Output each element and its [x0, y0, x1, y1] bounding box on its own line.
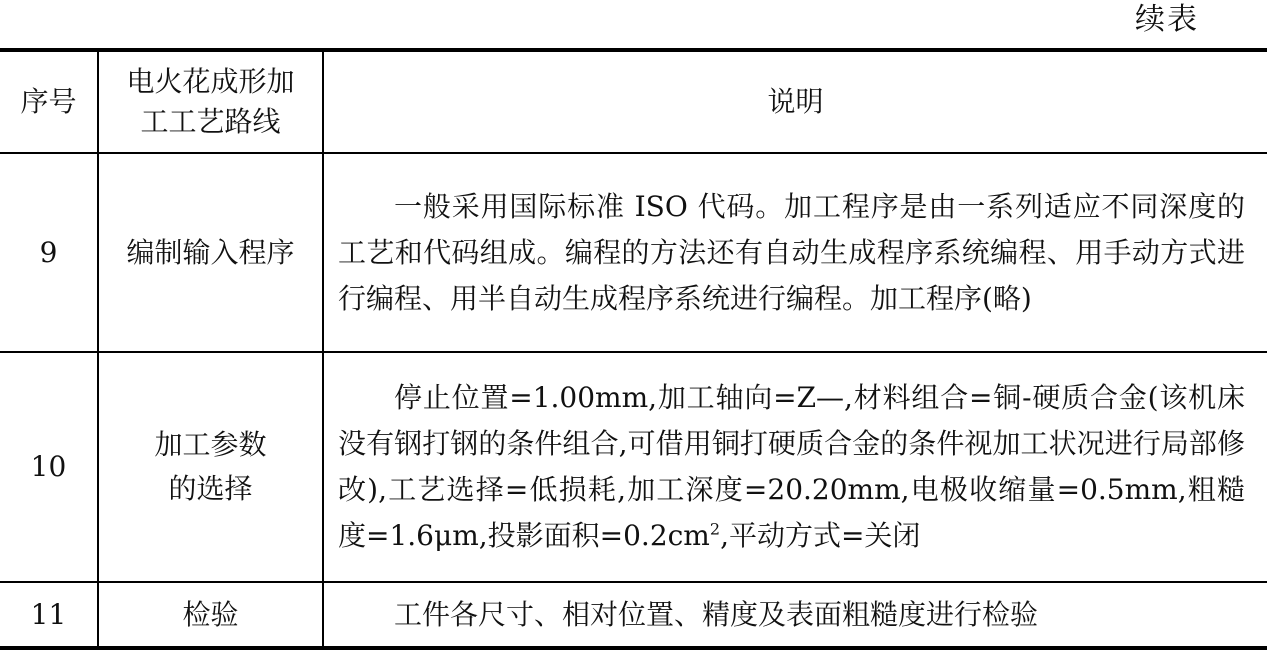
row-no: 11 — [0, 582, 98, 648]
table-caption: 续表 — [1135, 2, 1199, 37]
row-desc — [323, 153, 1267, 352]
process-table — [0, 48, 1267, 650]
row-no: 10 — [0, 352, 98, 582]
row-route: 编制输入程序 — [98, 153, 323, 352]
header-desc: 说明 — [323, 50, 1267, 153]
row-desc-tail: ,平动方式=关闭 — [720, 519, 921, 552]
table-row — [0, 352, 1267, 582]
row-route-line1: 加工参数 — [154, 428, 267, 461]
row-desc-main: 停止位置=1.00mm,加工轴向=Z—,材料组合=铜-硬质合金(该机床没有钢打钢的条件组合,可借用铜打硬质合金的条件视加工状况进行局部修改),工艺选择=低损耗,加工深度=20.20mm,电极收缩量=0.5mm,粗糙度=1.6μm,投影面积=0.2cm — [338, 381, 1245, 552]
header-no: 序号 — [0, 50, 98, 153]
row-no: 9 — [0, 153, 98, 352]
row-desc-text: 一般采用国际标准 ISO 代码。加工程序是由一系列适应不同深度的工艺和代码组成。编程的方法还有自动生成程序系统编程、用手动方式进行编程、用半自动生成程序系统进行编程。加工程序(略) — [338, 189, 1245, 315]
row-desc — [323, 582, 1267, 648]
header-row — [0, 50, 1267, 153]
row-route — [98, 352, 323, 582]
table-row — [0, 153, 1267, 352]
header-route-line2: 工工艺路线 — [140, 105, 281, 138]
row-desc-superscript: 2 — [709, 519, 721, 539]
row-route-line2: 的选择 — [168, 472, 253, 505]
row-desc-text — [338, 375, 1245, 559]
row-route: 检验 — [98, 582, 323, 648]
header-route-line1: 电火花成形加 — [126, 65, 295, 98]
table-row — [0, 582, 1267, 648]
row-desc-text: 工件各尺寸、相对位置、精度及表面粗糙度进行检验 — [394, 597, 1039, 631]
header-route — [98, 50, 323, 153]
row-desc — [323, 352, 1267, 582]
